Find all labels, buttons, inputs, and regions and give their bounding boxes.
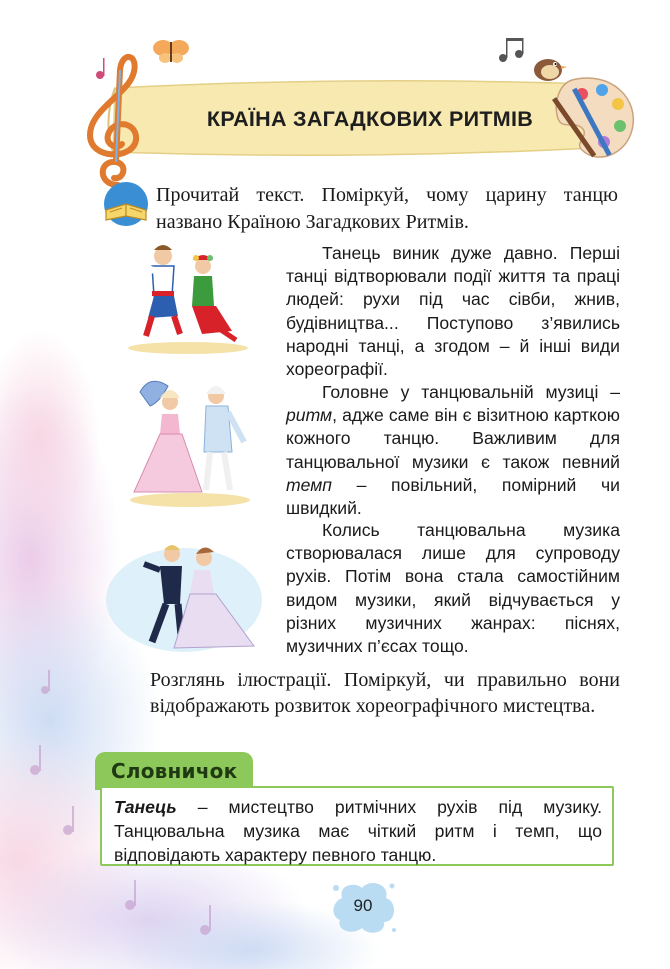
open-book-icon — [100, 180, 156, 230]
paragraph-dance-history — [286, 242, 620, 381]
glossary-tab-label: Словничок — [111, 759, 238, 783]
glossary-text — [114, 795, 602, 867]
paragraph-rhythm-text-1: Головне у танцювальній музиці – — [322, 382, 620, 402]
paragraph-dance-music-text: Колись танцювальна музика створювалася лише для супроводу рухів. Потім вона стала самостійним видом музики, який відчувається у різних музичних жанрах: піснях, музичних п’єсах тощо. — [286, 520, 620, 657]
glossary-term: Танець — [114, 797, 177, 817]
ballroom-dancers-illustration — [104, 530, 264, 658]
paragraph-rhythm-text-2: , адже саме він є візитною карткою кожного танцю. Важливим для танцювальної музики є також певний — [286, 405, 620, 472]
folk-dancers-illustration — [108, 236, 258, 356]
glossary-definition: – мистецтво ритмічних рухів під музику. Танцювальна музика має чіткий ритм і темп, що відповідають характеру певного танцю. — [114, 797, 602, 865]
butterfly-icon — [152, 36, 190, 66]
glossary-tab — [95, 752, 253, 790]
glossary-box — [100, 786, 614, 866]
paragraph-rhythm-text-3: – повільний, помірний чи швидкий. — [286, 474, 620, 519]
illustration-task-text: Розглянь ілюстрації. Поміркуй, чи правильно вони відображають розвиток хореографічного мистецтва. — [150, 669, 620, 717]
paragraph-dance-history-text: Танець виник дуже давно. Перші танці відтворювали події життя та праці людей: рухи під час сівби, жнив, будівництва... Поступово з’явились народні танці, а згодом – й інші види хореографії. — [286, 243, 620, 380]
paragraph-dance-music — [286, 519, 620, 658]
treble-clef-icon — [78, 40, 148, 190]
paragraph-rhythm-tempo — [286, 381, 620, 520]
baroque-dancers-illustration — [120, 372, 260, 510]
page-title: КРАЇНА ЗАГАДКОВИХ РИТМІВ — [206, 107, 534, 131]
term-rhythm: ритм — [286, 405, 333, 426]
intro-task-text: Прочитай текст. Поміркуй, чому царину танцю названо Країною Загадкових Ритмів. — [156, 184, 618, 233]
music-notes-icon — [495, 36, 535, 66]
page-number: 90 — [353, 896, 373, 915]
term-tempo: темп — [286, 474, 332, 495]
